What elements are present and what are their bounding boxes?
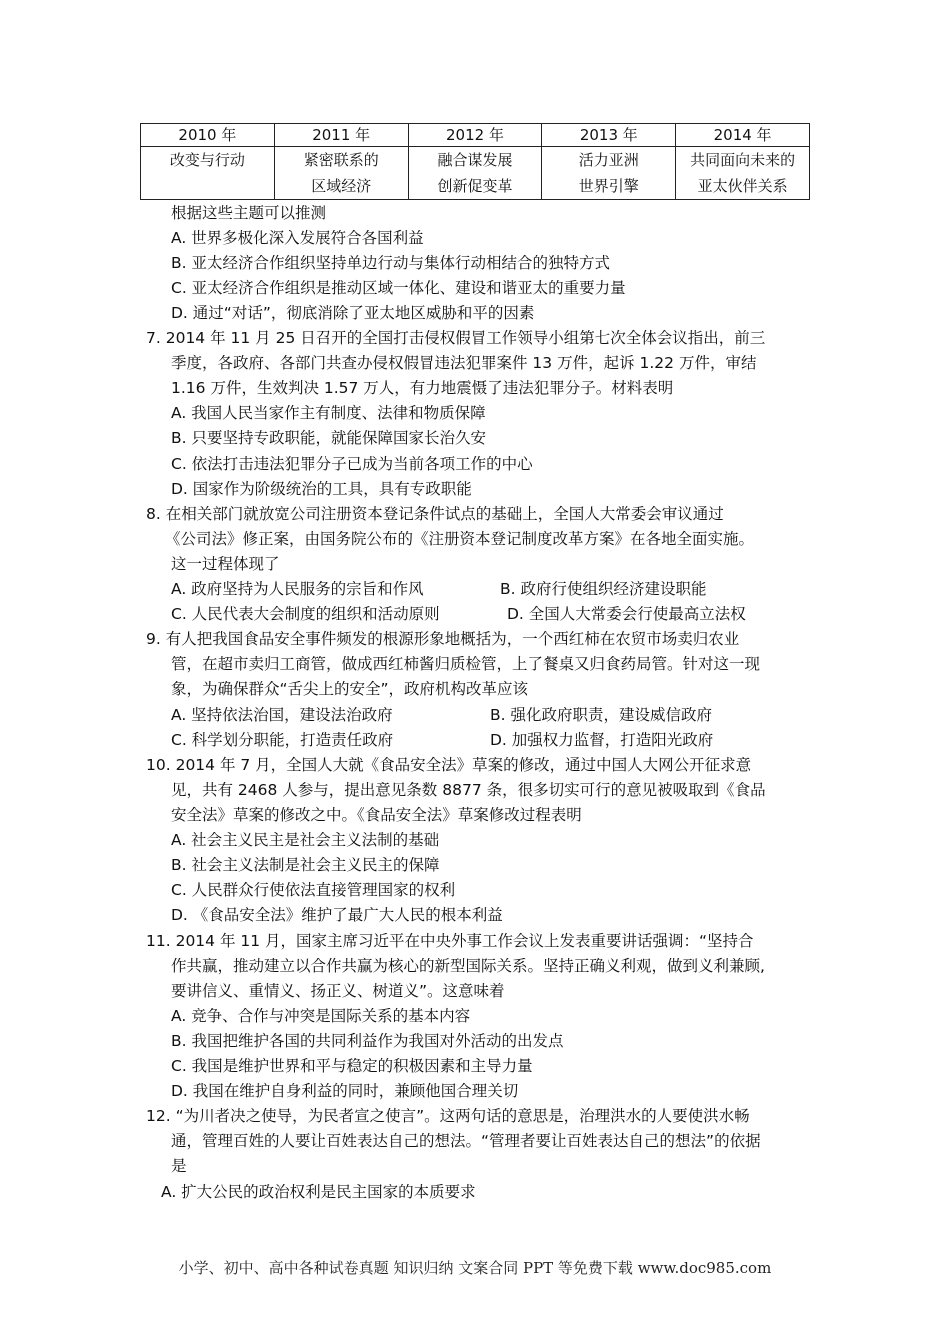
q8-option-c: C. 人民代表大会制度的组织和活动原则: [171, 605, 440, 623]
table-cell-theme: [408, 147, 542, 200]
page-footer-ad: 小学、初中、高中各种试卷真题 知识归纳 文案合同 PPT 等免费下载 www.doc985.com: [178, 1259, 772, 1277]
q8-stem-line: 《公司法》修正案，由国务院公布的《注册资本登记制度改革方案》在各地全面实施。: [165, 530, 755, 548]
q6-stem: 根据这些主题可以推测: [171, 204, 327, 222]
table-cell-year: 2010 年: [141, 124, 275, 147]
q10-option-d: D. 《食品安全法》维护了最广大人民的根本利益: [171, 906, 503, 924]
theme-line: 紧密联系的: [303, 151, 379, 169]
q12-stem-line: 是: [171, 1157, 187, 1175]
q7-option-b: B. 只要坚持专政职能，就能保障国家长治久安: [171, 429, 486, 447]
q11-option-b: B. 我国把维护各国的共同利益作为我国对外活动的出发点: [171, 1032, 564, 1050]
q6-option-c: C. 亚太经济合作组织是推动区域一体化、建设和谐亚太的重要力量: [171, 279, 626, 297]
table-theme-row: [141, 147, 810, 200]
table-cell-year: 2014 年: [676, 124, 810, 147]
q11-option-c: C. 我国是维护世界和平与稳定的积极因素和主导力量: [171, 1057, 533, 1075]
q9-option-b: B. 强化政府职责，建设威信政府: [490, 706, 712, 724]
q9-option-c: C. 科学划分职能，打造责任政府: [171, 731, 394, 749]
theme-line: 区域经济: [311, 177, 372, 195]
theme-line: 融合谋发展: [437, 151, 513, 169]
theme-line: 共同面向未来的: [690, 151, 796, 169]
table-cell-year: 2012 年: [408, 124, 542, 147]
q11-option-a: A. 竞争、合作与冲突是国际关系的基本内容: [171, 1007, 471, 1025]
q12-option-a: A. 扩大公民的政治权利是民主国家的本质要求: [161, 1183, 476, 1201]
q10-option-c: C. 人民群众行使依法直接管理国家的权利: [171, 881, 456, 899]
q9-option-d: D. 加强权力监督，打造阳光政府: [490, 731, 714, 749]
q8-option-a: A. 政府坚持为人民服务的宗旨和作风: [171, 580, 424, 598]
table-cell-year: 2013 年: [542, 124, 676, 147]
theme-line: 亚太伙伴关系: [697, 177, 788, 195]
q12-stem-line: 通，管理百姓的人要让百姓表达自己的想法。“管理者要让百姓表达自己的想法”的依据: [171, 1132, 761, 1150]
table-cell-theme: [676, 147, 810, 200]
theme-line: 世界引擎: [578, 177, 639, 195]
q9-stem-line: 管，在超市卖归工商管，做成西红柿酱归质检管，上了餐桌又归食药局管。针对这一现: [171, 655, 761, 673]
q10-stem-line: 见，共有 2468 人参与，提出意见条数 8877 条，很多切实可行的意见被吸取到《食品: [171, 781, 766, 799]
q6-option-d: D. 通过“对话”，彻底消除了亚太地区威胁和平的因素: [171, 304, 535, 322]
q11-stem-line: 要讲信义、重情义、扬正义、树道义”。这意味着: [171, 982, 505, 1000]
q6-option-b: B. 亚太经济合作组织坚持单边行动与集体行动相结合的独特方式: [171, 254, 610, 272]
q7-stem-line: 季度，各政府、各部门共查办侵权假冒违法犯罪案件 13 万件，起诉 1.22 万件，审结: [171, 354, 757, 372]
q10-stem-line: 10. 2014 年 7 月，全国人大就《食品安全法》草案的修改，通过中国人大网公开征求意: [146, 756, 752, 774]
q9-stem-line: 9. 有人把我国食品安全事件频发的根源形象地概括为，一个西红柿在农贸市场卖归农业: [146, 630, 740, 648]
theme-line: 活力亚洲: [578, 151, 639, 169]
q8-stem-line: 8. 在相关部门就放宽公司注册资本登记条件试点的基础上，全国人大常委会审议通过: [146, 505, 724, 523]
q7-option-c: C. 依法打击违法犯罪分子已成为当前各项工作的中心: [171, 455, 533, 473]
table-cell-year: 2011 年: [274, 124, 408, 147]
q8-option-b: B. 政府行使组织经济建设职能: [500, 580, 707, 598]
theme-line: 创新促变革: [437, 177, 513, 195]
q11-stem-line: 11. 2014 年 11 月，国家主席习近平在中央外事工作会议上发表重要讲话强调：“坚持合: [146, 932, 754, 950]
q10-option-a: A. 社会主义民主是社会主义法制的基础: [171, 831, 440, 849]
table-cell-theme: [274, 147, 408, 200]
q10-option-b: B. 社会主义法制是社会主义民主的保障: [171, 856, 440, 874]
q11-option-d: D. 我国在维护自身利益的同时，兼顾他国合理关切: [171, 1082, 519, 1100]
table-header-row: [141, 124, 810, 147]
q12-stem-line: 12. “为川者决之使导，为民者宣之使言”。这两句话的意思是，治理洪水的人要使洪水畅: [146, 1107, 750, 1125]
apec-theme-table: [140, 123, 810, 200]
q9-option-a: A. 坚持依法治国，建设法治政府: [171, 706, 393, 724]
theme-line: 改变与行动: [169, 151, 245, 169]
q7-option-a: A. 我国人民当家作主有制度、法律和物质保障: [171, 404, 486, 422]
q7-stem-line: 1.16 万件，生效判决 1.57 万人，有力地震慑了违法犯罪分子。材料表明: [171, 379, 674, 397]
q8-stem-line: 这一过程体现了: [171, 555, 280, 573]
q8-option-d: D. 全国人大常委会行使最高立法权: [507, 605, 746, 623]
q7-stem-line: 7. 2014 年 11 月 25 日召开的全国打击侵权假冒工作领导小组第七次全体会议指出，前三: [146, 329, 766, 347]
q11-stem-line: 作共赢，推动建立以合作共赢为核心的新型国际关系。坚持正确义利观，做到义利兼顾,: [171, 957, 765, 975]
theme-line: [143, 173, 272, 199]
q10-stem-line: 安全法》草案的修改之中。《食品安全法》草案修改过程表明: [171, 806, 582, 824]
table-cell-theme: [141, 147, 275, 200]
q9-stem-line: 象，为确保群众“舌尖上的安全”，政府机构改革应该: [171, 680, 529, 698]
q6-option-a: A. 世界多极化深入发展符合各国利益: [171, 229, 424, 247]
table-cell-theme: [542, 147, 676, 200]
q7-option-d: D. 国家作为阶级统治的工具，具有专政职能: [171, 480, 472, 498]
